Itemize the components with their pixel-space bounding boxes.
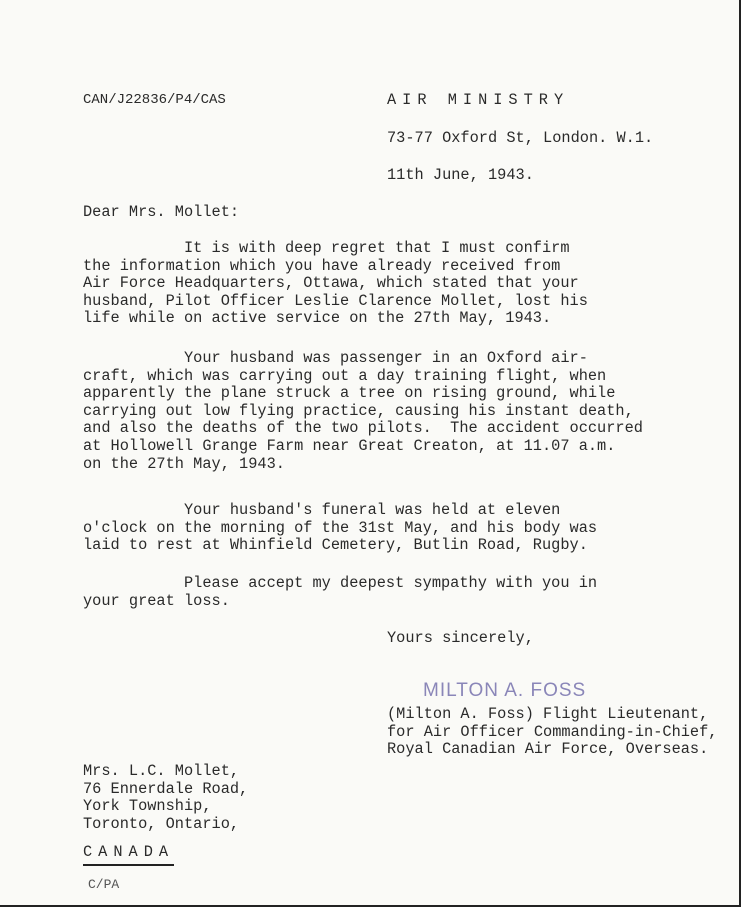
salutation: Dear Mrs. Mollet: (83, 203, 240, 221)
typist-reference: C/PA (88, 877, 120, 892)
address-line: Mrs. L.C. Mollet, (83, 762, 240, 780)
letter-date: 11th June, 1943. (387, 166, 534, 184)
closing: Yours sincerely, (387, 629, 534, 647)
signature-block (387, 706, 717, 759)
text-line: o'clock on the morning of the 31st May, and his body was (83, 518, 598, 537)
text-line: your great loss. (83, 591, 230, 610)
text-line: on the 27th May, 1943. (83, 454, 285, 473)
text-line: carrying out low flying practice, causing his instant death, (83, 401, 634, 420)
text-line: Your husband was passenger in an Oxford air- (83, 349, 588, 367)
signature-line: (Milton A. Foss) Flight Lieutenant, (387, 705, 709, 723)
signature-line: Royal Canadian Air Force, Overseas. (387, 740, 709, 759)
recipient-address (83, 763, 248, 833)
text-line: apparently the plane struck a tree on rising ground, while (83, 384, 616, 403)
paragraph-3 (83, 502, 597, 555)
text-line: Please accept my deepest sympathy with you in (83, 574, 598, 592)
text-line: and also the deaths of the two pilots. The accident occurred (83, 419, 643, 438)
text-line: craft, which was carrying out a day training flight, when (83, 366, 607, 385)
signature-line: for Air Officer Commanding-in-Chief, (387, 722, 718, 741)
paragraph-4 (83, 575, 597, 610)
text-line: laid to rest at Whinfield Cemetery, Butlin Road, Rugby. (83, 536, 588, 555)
text-line: Your husband's funeral was held at eleven (83, 501, 561, 519)
address-line: York Township, (83, 797, 212, 816)
address-line: 76 Ennerdale Road, (83, 779, 249, 798)
text-line: Air Force Headquarters, Ottawa, which stated that your (83, 274, 579, 293)
paragraph-2 (83, 350, 643, 473)
sender-address: 73-77 Oxford St, London. W.1. (387, 129, 654, 147)
text-line: the information which you have already received from (83, 256, 561, 275)
paragraph-1 (83, 240, 588, 328)
text-line: life while on active service on the 27th May, 1943. (83, 309, 552, 328)
sender-name: AIR MINISTRY (387, 91, 570, 109)
recipient-country: CANADA (83, 844, 174, 866)
text-line: at Hollowell Grange Farm near Great Creaton, at 11.07 a.m. (83, 436, 616, 455)
text-line: It is with deep regret that I must confirm (83, 239, 570, 257)
signature-stamp: MILTON A. FOSS (423, 680, 587, 701)
address-line: Toronto, Ontario, (83, 814, 240, 833)
text-line: husband, Pilot Officer Leslie Clarence Mollet, lost his (83, 291, 588, 310)
reference-number: CAN/J22836/P4/CAS (83, 92, 226, 108)
